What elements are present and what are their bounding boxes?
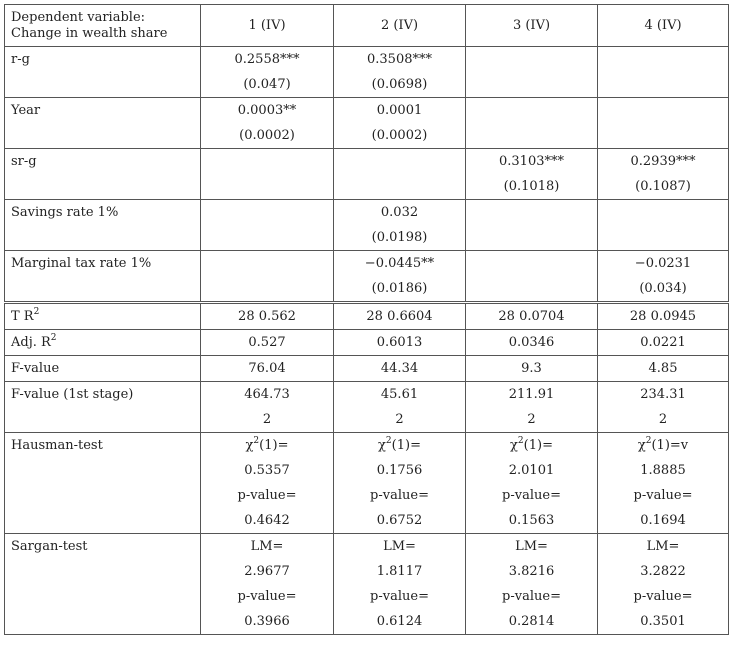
cell: 0.0003** xyxy=(201,98,334,124)
cell xyxy=(334,149,466,175)
cell: 0.3508*** xyxy=(334,47,466,73)
table-row xyxy=(5,303,729,330)
table-row xyxy=(5,225,729,251)
cell: $\chi^2(1)=$ xyxy=(334,433,466,459)
cell: $\chi^2(1)=$ xyxy=(201,433,334,459)
cell: 464.73 xyxy=(201,382,334,408)
row-label: F-value xyxy=(5,356,201,382)
cell: 0.3501 xyxy=(598,609,729,635)
cell: 3.2822 xyxy=(598,559,729,584)
table-row xyxy=(5,433,729,459)
cell: p-value= xyxy=(466,584,598,609)
cell: (0.047) xyxy=(201,72,334,98)
cell: 0.6013 xyxy=(334,330,466,356)
cell xyxy=(466,251,598,277)
cell: LM= xyxy=(201,534,334,560)
cell: 2.0101 xyxy=(466,458,598,483)
cell: 28 0.6604 xyxy=(334,303,466,330)
cell xyxy=(201,200,334,226)
row-label: sr-g xyxy=(5,149,201,175)
cell: 0.2558*** xyxy=(201,47,334,73)
cell xyxy=(598,225,729,251)
cell xyxy=(201,174,334,200)
cell: 0.1756 xyxy=(334,458,466,483)
row-label: Adj. $R^2$ xyxy=(5,330,201,356)
cell: 0.3103*** xyxy=(466,149,598,175)
cell: 3.8216 xyxy=(466,559,598,584)
dependent-variable-label: Dependent variable: Change in wealth share xyxy=(5,5,201,47)
cell: 0.2939*** xyxy=(598,149,729,175)
cell: 0.1694 xyxy=(598,508,729,534)
cell: 1.8117 xyxy=(334,559,466,584)
table-row xyxy=(5,584,729,609)
cell: 0.6124 xyxy=(334,609,466,635)
column-header-2: 2 (IV) xyxy=(334,5,466,47)
table-row xyxy=(5,251,729,277)
cell: 0.5357 xyxy=(201,458,334,483)
cell xyxy=(598,98,729,124)
row-label: Savings rate 1% xyxy=(5,200,201,226)
cell: LM= xyxy=(598,534,729,560)
table-row xyxy=(5,609,729,635)
cell xyxy=(334,174,466,200)
table-row xyxy=(5,98,729,124)
cell: 28 0.562 xyxy=(201,303,334,330)
table-row xyxy=(5,149,729,175)
cell: 0.1563 xyxy=(466,508,598,534)
cell: (0.0002) xyxy=(201,123,334,149)
table-row xyxy=(5,72,729,98)
row-label: r-g xyxy=(5,47,201,73)
cell: $\chi^2(1)=v$ xyxy=(598,433,729,459)
row-label: Hausman-test xyxy=(5,433,201,459)
cell: p-value= xyxy=(334,584,466,609)
column-header-3: 3 (IV) xyxy=(466,5,598,47)
cell: 0.2814 xyxy=(466,609,598,635)
cell: 9.3 xyxy=(466,356,598,382)
table-row xyxy=(5,330,729,356)
cell xyxy=(598,72,729,98)
cell: p-value= xyxy=(201,584,334,609)
cell xyxy=(466,200,598,226)
cell: 44.34 xyxy=(334,356,466,382)
cell: 0.032 xyxy=(334,200,466,226)
row-label: Year xyxy=(5,98,201,124)
cell: (0.0186) xyxy=(334,276,466,303)
cell: 0.4642 xyxy=(201,508,334,534)
cell: 0.0346 xyxy=(466,330,598,356)
cell: −0.0231 xyxy=(598,251,729,277)
cell: (0.0002) xyxy=(334,123,466,149)
table-row xyxy=(5,407,729,433)
cell xyxy=(598,200,729,226)
cell xyxy=(466,276,598,303)
cell: 0.0221 xyxy=(598,330,729,356)
cell: 2 xyxy=(598,407,729,433)
table-row xyxy=(5,174,729,200)
table-row xyxy=(5,559,729,584)
cell: 0.6752 xyxy=(334,508,466,534)
cell: 2.9677 xyxy=(201,559,334,584)
column-header-1: 1 (IV) xyxy=(201,5,334,47)
table-row xyxy=(5,458,729,483)
cell: p-value= xyxy=(201,483,334,508)
cell: 211.91 xyxy=(466,382,598,408)
cell xyxy=(466,123,598,149)
cell: (0.0198) xyxy=(334,225,466,251)
row-label: Marginal tax rate 1% xyxy=(5,251,201,277)
cell: (0.1087) xyxy=(598,174,729,200)
row-label: T $R^2$ xyxy=(5,303,201,330)
header-row xyxy=(5,5,729,47)
cell: p-value= xyxy=(598,584,729,609)
cell: 28 0.0945 xyxy=(598,303,729,330)
cell: LM= xyxy=(334,534,466,560)
cell: 45.61 xyxy=(334,382,466,408)
cell xyxy=(201,251,334,277)
cell xyxy=(598,47,729,73)
cell: 2 xyxy=(201,407,334,433)
cell: 0.527 xyxy=(201,330,334,356)
table-row xyxy=(5,382,729,408)
cell: 4.85 xyxy=(598,356,729,382)
regression-table xyxy=(4,4,729,635)
cell xyxy=(201,225,334,251)
row-label: Sargan-test xyxy=(5,534,201,560)
cell: $\chi^2(1)=$ xyxy=(466,433,598,459)
cell: (0.0698) xyxy=(334,72,466,98)
cell: p-value= xyxy=(466,483,598,508)
cell xyxy=(466,47,598,73)
cell: 0.3966 xyxy=(201,609,334,635)
table-row xyxy=(5,200,729,226)
table-row xyxy=(5,47,729,73)
table-row xyxy=(5,508,729,534)
cell xyxy=(466,98,598,124)
row-label: F-value (1st stage) xyxy=(5,382,201,408)
cell xyxy=(201,149,334,175)
cell: LM= xyxy=(466,534,598,560)
cell xyxy=(466,72,598,98)
cell xyxy=(598,123,729,149)
cell: p-value= xyxy=(598,483,729,508)
table-row xyxy=(5,123,729,149)
table-row xyxy=(5,483,729,508)
cell: p-value= xyxy=(334,483,466,508)
cell: 234.31 xyxy=(598,382,729,408)
cell: 1.8885 xyxy=(598,458,729,483)
cell: 2 xyxy=(466,407,598,433)
cell: 28 0.0704 xyxy=(466,303,598,330)
cell: (0.034) xyxy=(598,276,729,303)
table-row xyxy=(5,534,729,560)
cell: 76.04 xyxy=(201,356,334,382)
cell: (0.1018) xyxy=(466,174,598,200)
cell xyxy=(466,225,598,251)
cell xyxy=(201,276,334,303)
table-row xyxy=(5,356,729,382)
table-row xyxy=(5,276,729,303)
cell: 0.0001 xyxy=(334,98,466,124)
cell: −0.0445** xyxy=(334,251,466,277)
cell: 2 xyxy=(334,407,466,433)
column-header-4: 4 (IV) xyxy=(598,5,729,47)
